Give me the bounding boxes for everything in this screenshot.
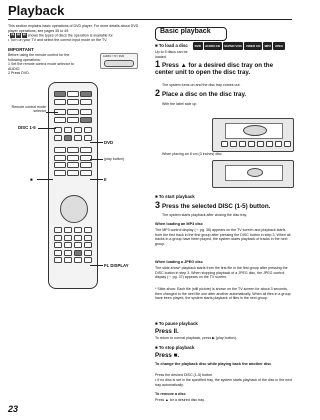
- step-1-text: Press ▲ for a desired disc tray on the center unit to open the disc tray.: [155, 62, 274, 76]
- intro-tv-text: Turn on your TV and select the correct input mode on the TV.: [10, 38, 108, 43]
- pause-text: Press II.: [155, 328, 179, 335]
- callout-mode-selector: Remote control mode selector: [11, 105, 46, 113]
- remove-text: Press ▲ for a desired disc tray.: [155, 398, 205, 402]
- stop-heading: ■ To stop playback: [155, 345, 195, 350]
- leader-dvd: [90, 142, 103, 143]
- mode-selector-label: AUDIO / TV / DVD: [103, 55, 125, 58]
- pause-note: To return to normal playback, press ▶ (play button).: [155, 336, 237, 340]
- jpeg-text: The slide-show* playback starts from the first file in the first group after pressing the DISC button in step 3. When stopping playback of a JPEG disc, the JPEG control display (☞ pg. 37) appears on the TV screen.: [155, 266, 288, 280]
- mode-switch-icon: [104, 60, 134, 67]
- remote-lower-buttons: [54, 227, 92, 263]
- important-text: Before using the remote control for the following operations:: [8, 53, 70, 62]
- important-text-block: [8, 53, 78, 76]
- pause-heading: ■ To pause playback: [155, 321, 198, 326]
- important-step-1: 1 Set the remote control mode selector to AUDIO.: [8, 62, 74, 71]
- dvd-icon: ▮▮: [11, 33, 15, 37]
- disc-badge-svcd-icon: SUPER VCD: [224, 44, 242, 48]
- small-disc-tray-illustration: [212, 160, 294, 188]
- page-title: Playback: [8, 3, 65, 18]
- step-3-note: The system starts playback after closing the disc tray.: [162, 213, 248, 217]
- remote-transport-buttons: [54, 127, 92, 141]
- callout-stop-left: ■: [30, 177, 33, 182]
- stop-text: Press ■.: [155, 352, 180, 359]
- intro-tv-line: • Turn on your TV and select the correct input mode on the TV.: [8, 38, 108, 43]
- jpeg-note: * Slide-show: Each file (still picture) is shown on the TV screen for about 3 seconds, then changed to the next file one after another automatically. When all files in a group have been played, the system starts playback of files in the next group.: [155, 287, 291, 301]
- page-number: 23: [8, 404, 19, 414]
- label-side-up-caption: With the label side up: [162, 102, 197, 106]
- step-3: [155, 202, 295, 210]
- leader-mode-selector: [46, 112, 58, 113]
- disc-badge-mp3-icon: MP3: [264, 44, 271, 48]
- step-2-number: 2: [155, 88, 161, 98]
- callout-dvd: DVD: [104, 140, 114, 145]
- leader-fl-display: [90, 265, 103, 266]
- remote-cursor-pad-icon: [60, 195, 88, 223]
- disc-badge-audio-cd-icon: AUDIO CD: [205, 44, 220, 48]
- disc-badge-vcd-icon: VIDEO CD: [245, 44, 261, 48]
- title-rule: [8, 19, 292, 20]
- mp3-heading: When loading an MP3 disc: [155, 222, 203, 226]
- leader-stop: [37, 179, 53, 180]
- step-1-number: 1: [155, 59, 161, 69]
- step-2: [155, 90, 285, 98]
- important-heading: IMPORTANT: [8, 47, 34, 52]
- remote-top-buttons: [54, 91, 92, 105]
- remote-control-illustration: [48, 82, 98, 289]
- step-2-text: Place a disc on the disc tray.: [162, 91, 247, 98]
- intro-paragraph: This section explains basic operations of DVD player. For more details about DVD player operations, see pages 35 to 49.: [8, 24, 139, 33]
- remote-number-buttons: [54, 147, 92, 176]
- important-step-2: 2 Press DVD.: [8, 71, 30, 76]
- remove-heading: To remove a disc: [155, 392, 186, 396]
- callout-fl-display: FL DISPLAY: [104, 263, 129, 268]
- cd-icon: ▮▮: [17, 33, 20, 37]
- callout-disc: DISC 1-5: [18, 125, 36, 130]
- intro-icons-line: • ▮▮ ▮▮ ▮▮ shows the types of discs the operation is available for.: [8, 33, 114, 38]
- remote-disc-buttons: [54, 109, 92, 123]
- disc-badge-dvd-icon: DVD: [194, 44, 201, 48]
- step-1-note: The system turns on and the disc tray comes out.: [162, 83, 241, 87]
- start-heading: ■ To start playback: [155, 194, 195, 199]
- section-title: Basic playback: [160, 28, 211, 35]
- player-buttons: [221, 141, 291, 147]
- step-1: [155, 61, 285, 76]
- change-note: • If no disc is set in the specified tray, the system starts playback of the disc in the next tray automatically.: [155, 378, 293, 387]
- callout-pause: II: [104, 177, 107, 182]
- mode-selector-illustration: [100, 53, 138, 69]
- intro-icons-suffix: shows the types of discs the operation is available for.: [27, 33, 114, 38]
- intro-text: [8, 24, 148, 43]
- disc-badge-jpeg-icon: JPEG: [274, 44, 283, 48]
- mp3-text: The MP3 control display (☞ pg. 36) appears on the TV screen and playback starts from the first track in the first group after pressing the DISC button in step 3. When all tracks in a group have been played, the system starts playback of tracks in the next group.: [155, 228, 291, 246]
- leader-play: [90, 159, 103, 160]
- small-disc-icon: [247, 168, 263, 177]
- small-disc-caption: When placing an 8 cm (3 inches) disc: [162, 152, 222, 156]
- change-text: Press the desired DISC (1-5) button.: [155, 373, 214, 377]
- step-3-number: 3: [155, 200, 161, 210]
- leader-disc: [38, 128, 56, 129]
- callout-play: (play button): [104, 157, 124, 161]
- jpeg-heading: When loading a JPEG disc: [155, 260, 203, 264]
- mp3-icon: ▮▮: [22, 33, 26, 37]
- step-3-text: Press the selected DISC (1-5) button.: [162, 203, 271, 210]
- leader-pause: [90, 179, 103, 180]
- disc-tray-illustration: [212, 118, 294, 152]
- load-heading: ■ To load a disc: [155, 43, 188, 48]
- change-heading: To change the playback disc while playing back the another disc: [155, 362, 272, 366]
- disc-type-badges: [193, 42, 285, 50]
- disc-icon: [243, 125, 267, 136]
- load-text: Up to 5 discs can be loaded.: [155, 50, 188, 59]
